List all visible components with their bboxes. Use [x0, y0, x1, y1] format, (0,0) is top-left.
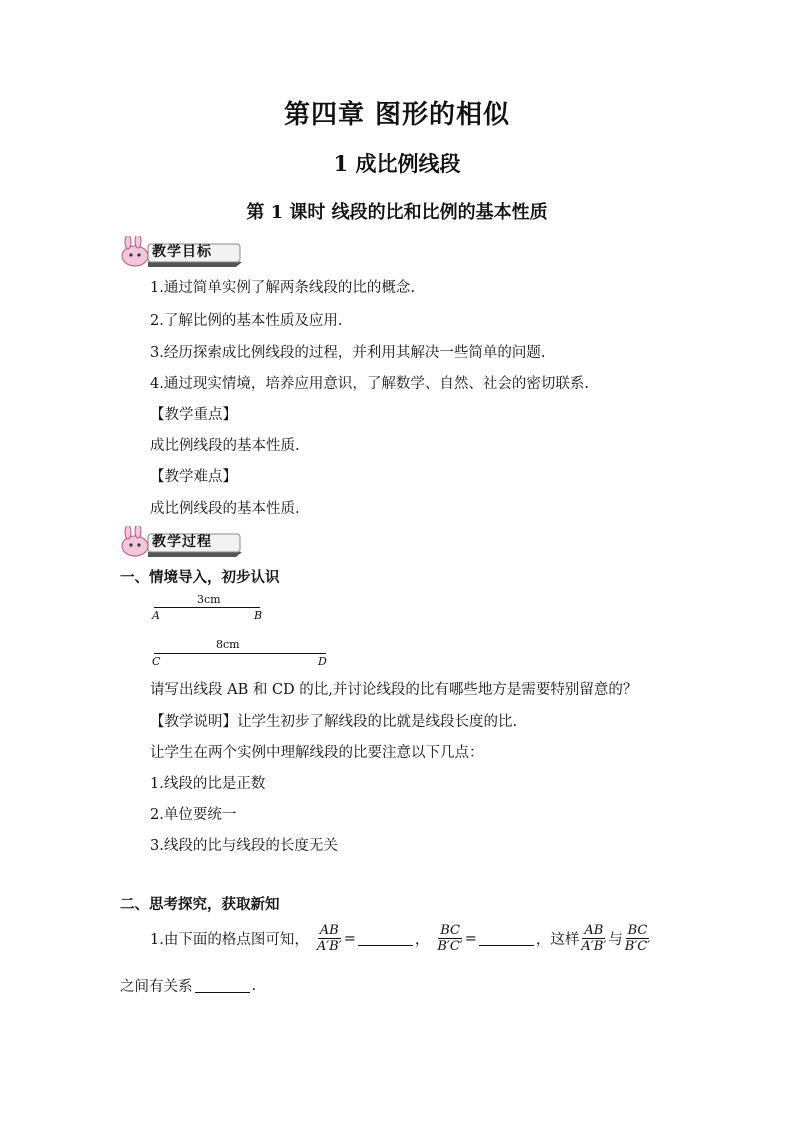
seg2-length-label: 8cm — [216, 638, 240, 651]
equals-sign: = — [464, 930, 477, 947]
answer-blank-1[interactable] — [358, 931, 413, 946]
goal-item: 3.经历探索成比例线段的过程，并利用其解决一些简单的问题. — [150, 345, 546, 361]
note-item: 3.线段的比与线段的长度无关 — [150, 838, 338, 854]
answer-blank-2[interactable] — [479, 931, 534, 946]
difficulty-text: 成比例线段的基本性质. — [150, 501, 300, 517]
explanation-text: 【教学说明】让学生初步了解线段的比就是线段长度的比. — [150, 714, 518, 730]
connector-text: 与 — [608, 932, 623, 948]
exercise-line — [150, 923, 652, 954]
point-a-label: A — [152, 609, 160, 622]
exercise-prefix: 1.由下面的格点图可知， — [150, 932, 309, 948]
part1-heading: 一、情境导入，初步认识 — [120, 569, 280, 586]
point-b-label: B — [254, 609, 263, 622]
segment-cd — [154, 653, 326, 654]
fraction-numerator: BC — [627, 923, 648, 938]
fraction-ab-over-a1b1 — [579, 923, 608, 954]
teaching-process-label: 教学过程 — [152, 534, 212, 550]
fraction-denominator: B′C′ — [624, 939, 651, 954]
lesson-title: 第 1 课时 线段的比和比例的基本性质 — [246, 202, 548, 223]
answer-blank-3[interactable] — [195, 978, 250, 993]
comma: ， — [414, 932, 430, 948]
goal-item: 4.通过现实情境，培养应用意识，了解数学、自然、社会的密切联系. — [150, 376, 589, 392]
fraction-numerator: AB — [319, 923, 339, 938]
teaching-goals-badge — [118, 236, 248, 268]
goal-item: 2.了解比例的基本性质及应用. — [150, 313, 343, 329]
equals-sign: = — [343, 930, 356, 947]
note-item: 2.单位要统一 — [150, 807, 237, 823]
seg1-length-label: 3cm — [197, 593, 221, 606]
fraction-denominator: A′B′ — [316, 939, 342, 954]
exercise-middle: ，这样 — [535, 932, 580, 948]
difficulty-label: 【教学难点】 — [150, 469, 237, 485]
exercise-line-2 — [120, 975, 256, 996]
fraction-denominator: B′C′ — [437, 939, 463, 954]
question-text: 请写出线段 AB 和 CD 的比,并讨论线段的比有哪些地方是需要特别留意的？ — [150, 682, 638, 698]
teaching-goals-label: 教学目标 — [152, 244, 212, 260]
point-d-label: D — [318, 655, 327, 668]
section-title: 1 成比例线段 — [333, 151, 461, 176]
exercise-line2-suffix: . — [251, 977, 257, 994]
teaching-process-badge — [118, 526, 248, 558]
chapter-title: 第四章 图形的相似 — [283, 100, 511, 130]
fraction-numerator: AB — [584, 923, 604, 938]
exercise-line2-prefix: 之间有关系 — [120, 979, 193, 995]
note-item: 1.线段的比是正数 — [150, 776, 266, 792]
segment-ab — [154, 607, 260, 608]
fraction-denominator: A′B′ — [581, 939, 607, 954]
fraction-numerator: BC — [440, 923, 460, 938]
notes-intro: 让学生在两个实例中理解线段的比要注意以下几点： — [150, 745, 484, 761]
key-point-label: 【教学重点】 — [150, 407, 237, 423]
point-c-label: C — [152, 655, 161, 668]
fraction-bc-over-b1c1 — [435, 923, 464, 954]
key-point-text: 成比例线段的基本性质. — [150, 438, 300, 454]
fraction-bc-over-b1c1 — [623, 923, 652, 954]
segment-figure — [150, 592, 340, 672]
fraction-ab-over-a1b1 — [315, 923, 344, 954]
goal-item: 1.通过简单实例了解两条线段的比的概念. — [150, 280, 415, 296]
part2-heading: 二、思考探究，获取新知 — [120, 896, 280, 913]
